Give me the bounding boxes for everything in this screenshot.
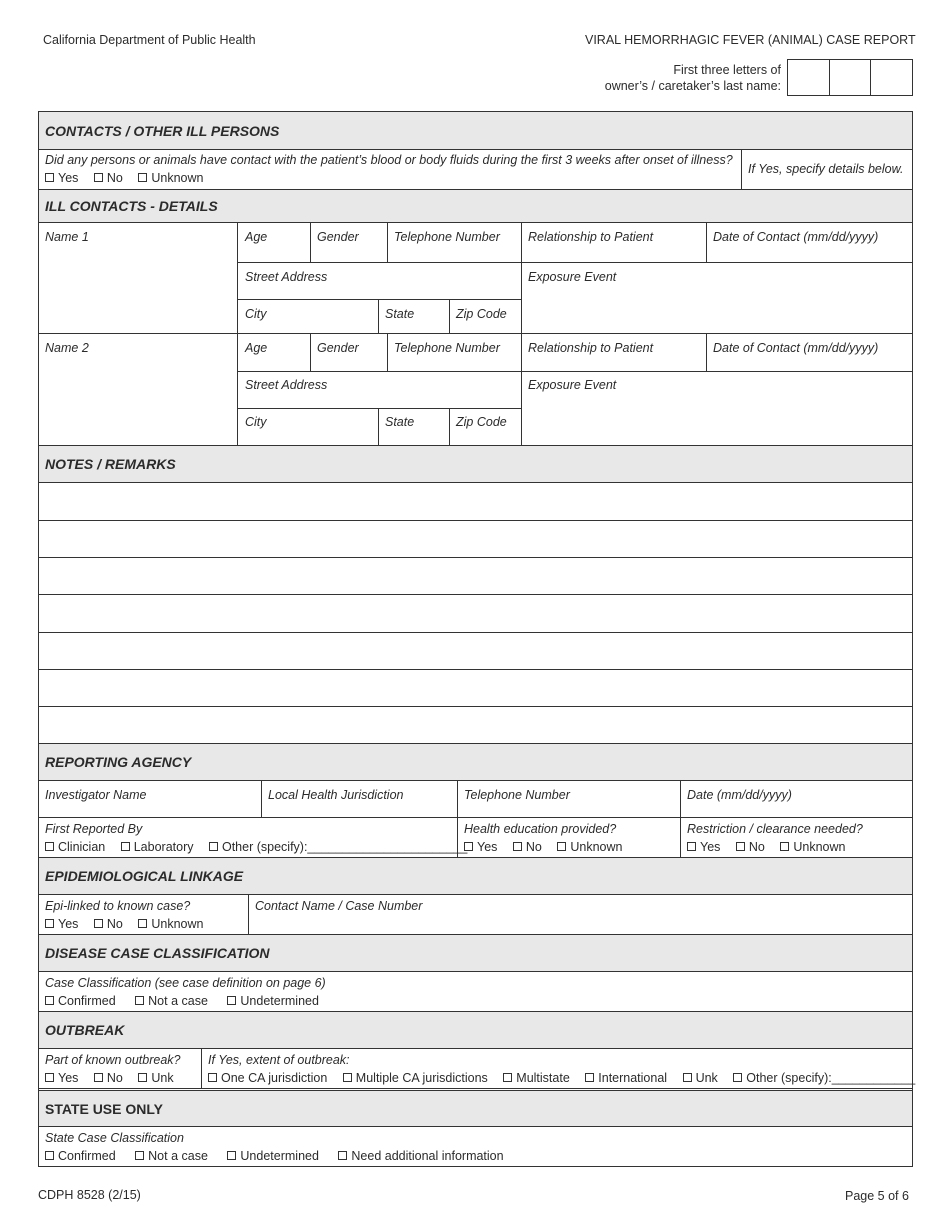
health-education-cell: Health education provided? Yes No Unknown	[458, 818, 681, 857]
contact-2-exposure-field[interactable]: Exposure Event	[528, 378, 617, 392]
contacts-question-row	[39, 150, 912, 190]
contact-2-block	[39, 334, 912, 446]
contacts-unknown-checkbox[interactable]: Unknown	[138, 171, 203, 185]
reporting-row-2	[39, 818, 912, 858]
contact-1-relationship-field[interactable]: Relationship to Patient	[528, 230, 654, 244]
section-case-classification: DISEASE CASE CLASSIFICATION	[39, 935, 912, 972]
contact-1-name-field[interactable]: Name 1	[39, 223, 238, 333]
contacts-if-yes-cell	[742, 150, 912, 189]
epi-yes-checkbox[interactable]: Yes	[45, 917, 78, 931]
reported-clinician-checkbox[interactable]: Clinician	[45, 840, 105, 854]
notes-line-3[interactable]	[39, 558, 912, 595]
section-epi-linkage: EPIDEMIOLOGICAL LINKAGE	[39, 858, 912, 895]
section-ill-contacts: ILL CONTACTS - DETAILS	[39, 190, 912, 223]
contact-2-telephone-field[interactable]: Telephone Number	[394, 341, 500, 355]
reported-laboratory-checkbox[interactable]: Laboratory	[121, 840, 194, 854]
epi-no-checkbox[interactable]: No	[94, 917, 123, 931]
restriction-cell: Restriction / clearance needed? Yes No Unknown	[687, 822, 863, 854]
class-confirmed-checkbox[interactable]: Confirmed	[45, 994, 116, 1008]
reporting-telephone-field[interactable]: Telephone Number	[458, 781, 681, 817]
extent-multistate-checkbox[interactable]: Multistate	[503, 1071, 570, 1085]
extent-unk-checkbox[interactable]: Unk	[683, 1071, 718, 1085]
contact-2-name-field[interactable]: Name 2	[39, 334, 238, 445]
state-confirmed-checkbox[interactable]: Confirmed	[45, 1149, 116, 1163]
contact-1-state-field[interactable]: State	[385, 307, 415, 321]
outbreak-yes-checkbox[interactable]: Yes	[45, 1071, 78, 1085]
epi-linked-cell: Epi-linked to known case? Yes No Unknown	[39, 895, 249, 934]
outbreak-row	[39, 1049, 916, 1089]
page-number: Page 5 of 6	[845, 1189, 909, 1203]
health-ed-no-checkbox[interactable]: No	[513, 840, 542, 854]
epi-unknown-checkbox[interactable]: Unknown	[138, 917, 203, 931]
notes-line-2[interactable]	[39, 521, 912, 558]
contact-2-relationship-field[interactable]: Relationship to Patient	[528, 341, 654, 355]
contact-1-telephone-field[interactable]: Telephone Number	[394, 230, 500, 244]
extent-multiple-ca-checkbox[interactable]: Multiple CA jurisdictions	[343, 1071, 488, 1085]
classification-label: Case Classification (see case definition on page 6)	[45, 976, 326, 990]
case-report-form	[38, 111, 916, 1167]
contact-2-street-field[interactable]: Street Address	[245, 378, 328, 392]
contact-2-age-field[interactable]: Age	[245, 341, 268, 355]
contact-2-city-field[interactable]: City	[245, 415, 267, 429]
contacts-if-yes-note: If Yes, specify details below.	[748, 162, 904, 176]
contact-2-date-field[interactable]: Date of Contact (mm/dd/yyyy)	[713, 341, 879, 355]
report-title: VIRAL HEMORRHAGIC FEVER (ANIMAL) CASE REPORT	[585, 33, 916, 47]
reported-other-checkbox[interactable]: Other (specify):_______________________	[209, 840, 467, 854]
contact-1-street-field[interactable]: Street Address	[245, 270, 328, 284]
first-reported-cell: First Reported By Clinician Laboratory Other (specify):_______________________	[39, 818, 458, 857]
form-id: CDPH 8528 (2/15)	[38, 1188, 141, 1202]
contact-2-state-field[interactable]: State	[385, 415, 415, 429]
contact-1-zip-field[interactable]: Zip Code	[456, 307, 507, 321]
extent-one-ca-checkbox[interactable]: One CA jurisdiction	[208, 1071, 327, 1085]
extent-international-checkbox[interactable]: International	[585, 1071, 667, 1085]
investigator-name-field[interactable]: Investigator Name	[39, 781, 262, 817]
classification-row	[39, 972, 912, 1012]
restriction-no-checkbox[interactable]: No	[736, 840, 765, 854]
section-state-use: STATE USE ONLY	[39, 1090, 912, 1127]
initial-letter-1-input[interactable]	[788, 60, 830, 95]
contact-1-exposure-field[interactable]: Exposure Event	[528, 270, 617, 284]
epi-contact-name-field[interactable]: Contact Name / Case Number	[255, 899, 423, 913]
jurisdiction-field[interactable]: Local Health Jurisdiction	[262, 781, 458, 817]
state-undetermined-checkbox[interactable]: Undetermined	[227, 1149, 319, 1163]
health-ed-unknown-checkbox[interactable]: Unknown	[557, 840, 622, 854]
contacts-question: Did any persons or animals have contact with the patient’s blood or body fluids during the first 3 weeks after onset of illness?	[45, 153, 733, 167]
outbreak-part-cell: Part of known outbreak? Yes No Unk	[39, 1049, 202, 1088]
notes-line-1[interactable]	[39, 483, 912, 521]
initials-label: First three letters of owner’s / caretaker’s last name:	[604, 63, 781, 93]
contact-1-city-field[interactable]: City	[245, 307, 267, 321]
class-undetermined-checkbox[interactable]: Undetermined	[227, 994, 319, 1008]
notes-line-5[interactable]	[39, 633, 912, 670]
outbreak-unk-checkbox[interactable]: Unk	[138, 1071, 173, 1085]
state-not-a-case-checkbox[interactable]: Not a case	[135, 1149, 208, 1163]
state-need-info-checkbox[interactable]: Need additional information	[338, 1149, 503, 1163]
state-classification-label: State Case Classification	[45, 1131, 184, 1145]
health-ed-yes-checkbox[interactable]: Yes	[464, 840, 497, 854]
restriction-unknown-checkbox[interactable]: Unknown	[780, 840, 845, 854]
epi-row	[39, 895, 912, 935]
state-classification-row	[39, 1127, 912, 1167]
initials-input-group	[787, 59, 913, 96]
agency-name: California Department of Public Health	[43, 33, 256, 47]
initial-letter-3-input[interactable]	[871, 60, 912, 95]
contact-1-date-field[interactable]: Date of Contact (mm/dd/yyyy)	[713, 230, 879, 244]
reporting-row-1	[39, 781, 912, 818]
contact-1-age-field[interactable]: Age	[245, 230, 268, 244]
notes-line-6[interactable]	[39, 670, 912, 707]
contact-1-block	[39, 223, 912, 334]
outbreak-extent-cell: If Yes, extent of outbreak: One CA jurisdiction Multiple CA jurisdictions Multistate International Unk Other (specify):____________	[208, 1053, 916, 1085]
contacts-question-cell	[39, 150, 742, 189]
initial-letter-2-input[interactable]	[830, 60, 872, 95]
section-reporting-agency: REPORTING AGENCY	[39, 744, 912, 781]
contact-2-gender-field[interactable]: Gender	[317, 341, 359, 355]
section-contacts: CONTACTS / OTHER ILL PERSONS	[39, 112, 912, 150]
section-outbreak: OUTBREAK	[39, 1012, 912, 1049]
contact-2-zip-field[interactable]: Zip Code	[456, 415, 507, 429]
contacts-yes-checkbox[interactable]: Yes	[45, 171, 78, 185]
contact-1-gender-field[interactable]: Gender	[317, 230, 359, 244]
notes-line-4[interactable]	[39, 595, 912, 633]
reporting-date-field[interactable]: Date (mm/dd/yyyy)	[687, 788, 792, 802]
extent-other-checkbox[interactable]: Other (specify):____________	[733, 1071, 915, 1085]
contacts-no-checkbox[interactable]: No	[94, 171, 123, 185]
restriction-yes-checkbox[interactable]: Yes	[687, 840, 720, 854]
section-notes: NOTES / REMARKS	[39, 446, 912, 483]
outbreak-no-checkbox[interactable]: No	[94, 1071, 123, 1085]
contacts-options	[45, 171, 215, 185]
notes-line-7[interactable]	[39, 707, 912, 744]
class-not-a-case-checkbox[interactable]: Not a case	[135, 994, 208, 1008]
